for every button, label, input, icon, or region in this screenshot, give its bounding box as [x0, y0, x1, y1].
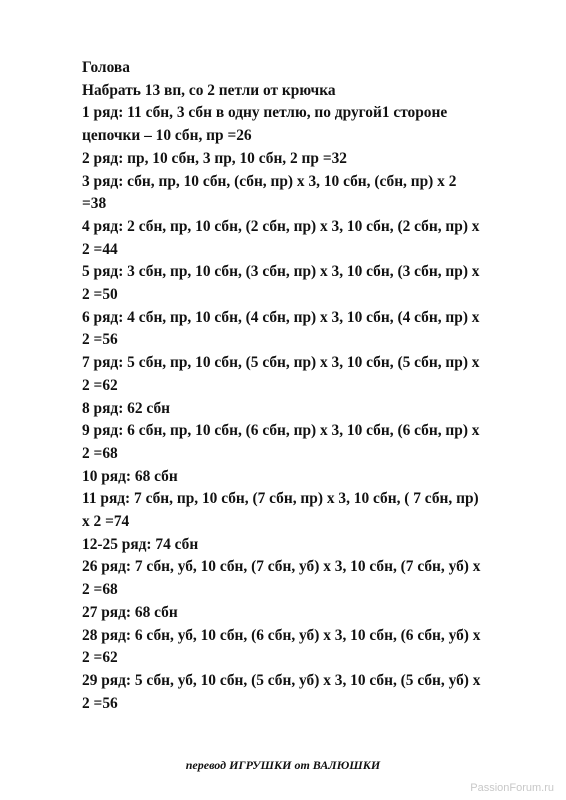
pattern-line: 3 ряд: сбн, пр, 10 сбн, (сбн, пр) х 3, 10 сбн, (сбн, пр) х 2 — [82, 172, 457, 190]
pattern-line: 2 =44 — [82, 240, 118, 258]
pattern-line: 2 =56 — [82, 331, 118, 349]
pattern-line: цепочки – 10 сбн, пр =26 — [82, 127, 252, 145]
pattern-line: 11 ряд: 7 сбн, пр, 10 сбн, (7 сбн, пр) х 3, 10 сбн, ( 7 сбн, пр) — [82, 490, 479, 508]
pattern-line: 2 =68 — [82, 581, 118, 599]
pattern-line: 2 =68 — [82, 444, 118, 462]
pattern-line: Набрать 13 вп, со 2 петли от крючка — [82, 81, 336, 99]
pattern-line: =38 — [82, 195, 107, 213]
pattern-line: 6 ряд: 4 сбн, пр, 10 сбн, (4 сбн, пр) х 3, 10 сбн, (4 сбн, пр) х — [82, 308, 480, 326]
pattern-line: 2 =62 — [82, 376, 118, 394]
pattern-line: 2 =62 — [82, 649, 118, 667]
pattern-line: 2 ряд: пр, 10 сбн, 3 пр, 10 сбн, 2 пр =32 — [82, 149, 347, 167]
pattern-line: 4 ряд: 2 сбн, пр, 10 сбн, (2 сбн, пр) х 3, 10 сбн, (2 сбн, пр) х — [82, 217, 480, 235]
pattern-line: 12-25 ряд: 74 сбн — [82, 535, 199, 553]
pattern-line: 2 =56 — [82, 694, 118, 712]
pattern-line: Голова — [82, 59, 130, 76]
translation-credit: перевод ИГРУШКИ от ВАЛЮШКИ — [185, 758, 381, 772]
pattern-line: 9 ряд: 6 сбн, пр, 10 сбн, (6 сбн, пр) х 3, 10 сбн, (6 сбн, пр) х — [82, 422, 480, 440]
pattern-line: х 2 =74 — [82, 513, 130, 531]
pattern-line: 28 ряд: 6 сбн, уб, 10 сбн, (6 сбн, уб) х 3, 10 сбн, (6 сбн, уб) х — [82, 626, 481, 644]
watermark: PassionForum.ru — [470, 782, 554, 794]
pattern-line: 1 ряд: 11 сбн, 3 сбн в одну петлю, по другой1 стороне — [82, 104, 448, 122]
pattern-line: 2 =50 — [82, 286, 118, 304]
pattern-line: 26 ряд: 7 сбн, уб, 10 сбн, (7 сбн, уб) х 3, 10 сбн, (7 сбн, уб) х — [82, 558, 481, 576]
pattern-line: 8 ряд: 62 сбн — [82, 399, 171, 417]
pattern-line: 27 ряд: 68 сбн — [82, 603, 178, 621]
pattern-line: 7 ряд: 5 сбн, пр, 10 сбн, (5 сбн, пр) х 3, 10 сбн, (5 сбн, пр) х — [82, 354, 480, 372]
pattern-line: 29 ряд: 5 сбн, уб, 10 сбн, (5 сбн, уб) х 3, 10 сбн, (5 сбн, уб) х — [82, 671, 481, 689]
pattern-line: 10 ряд: 68 сбн — [82, 467, 178, 485]
pattern-text — [82, 57, 534, 715]
pattern-line: 5 ряд: 3 сбн, пр, 10 сбн, (3 сбн, пр) х 3, 10 сбн, (3 сбн, пр) х — [82, 263, 480, 281]
